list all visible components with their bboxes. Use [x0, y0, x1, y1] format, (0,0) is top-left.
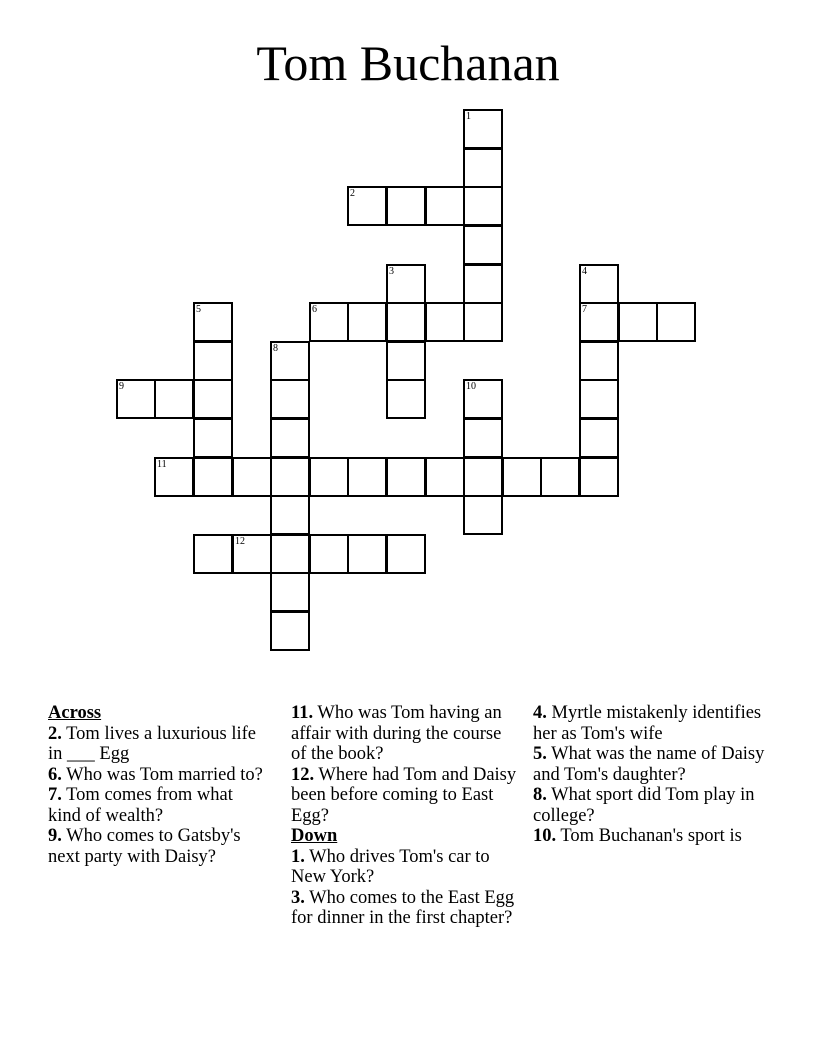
grid-cell[interactable]	[270, 611, 310, 651]
clue-number: 11.	[291, 703, 314, 723]
grid-cell[interactable]	[463, 457, 503, 497]
grid-cell[interactable]	[347, 534, 387, 574]
grid-cell[interactable]	[579, 379, 619, 419]
clue-number: 3.	[291, 887, 305, 908]
grid-cell[interactable]	[540, 457, 580, 497]
clue-down-8	[533, 785, 773, 826]
clue-across-6	[48, 765, 270, 786]
clue-down-1	[291, 847, 519, 888]
grid-cell[interactable]	[270, 495, 310, 535]
clue-number: 12.	[291, 764, 315, 785]
clue-number: 4.	[533, 703, 547, 723]
grid-cell[interactable]	[579, 457, 619, 497]
grid-cell[interactable]	[425, 186, 465, 226]
grid-cell[interactable]	[347, 457, 387, 497]
grid-cell[interactable]	[154, 379, 194, 419]
cell-number: 7	[582, 304, 587, 315]
cell-number: 8	[273, 343, 278, 354]
grid-cell[interactable]	[270, 341, 310, 381]
clue-across-2	[48, 724, 270, 765]
cell-number: 1	[466, 111, 471, 122]
clue-down-10	[533, 826, 773, 847]
grid-cell[interactable]	[309, 302, 349, 342]
grid-cell[interactable]	[347, 302, 387, 342]
grid-cell[interactable]	[579, 264, 619, 304]
grid-cell[interactable]	[270, 457, 310, 497]
cell-number: 11	[157, 459, 167, 470]
grid-cell[interactable]	[579, 418, 619, 458]
clue-column-2	[291, 703, 519, 929]
clue-across-7	[48, 785, 270, 826]
grid-cell[interactable]	[154, 457, 194, 497]
grid-cell[interactable]	[463, 264, 503, 304]
grid-cell[interactable]	[463, 302, 503, 342]
clue-text: Who comes to the East Egg for dinner in the first chapter?	[291, 887, 515, 928]
grid-cell[interactable]	[232, 457, 272, 497]
clue-text: What was the name of Daisy and Tom's daughter?	[533, 744, 765, 785]
clue-text: Tom Buchanan's sport is	[560, 826, 742, 846]
clue-text: Tom lives a luxurious life in ___ Egg	[48, 723, 257, 764]
grid-cell[interactable]	[193, 379, 233, 419]
cell-number: 4	[582, 266, 587, 277]
grid-cell[interactable]	[386, 379, 426, 419]
grid-cell[interactable]	[386, 264, 426, 304]
grid-cell[interactable]	[618, 302, 658, 342]
grid-cell[interactable]	[193, 418, 233, 458]
grid-cell[interactable]	[347, 186, 387, 226]
page-title: Tom Buchanan	[256, 35, 560, 91]
grid-cell[interactable]	[386, 534, 426, 574]
across-heading: Across	[48, 703, 102, 723]
grid-cell[interactable]	[425, 457, 465, 497]
grid-cell[interactable]	[386, 341, 426, 381]
clue-text: Who was Tom married to?	[66, 764, 263, 785]
clue-text: Where had Tom and Daisy been before coming to East Egg?	[291, 764, 517, 826]
cell-number: 5	[196, 304, 201, 315]
clue-across-12	[291, 765, 519, 827]
grid-cell[interactable]	[386, 302, 426, 342]
cell-number: 3	[389, 266, 394, 277]
clue-number: 5.	[533, 744, 547, 764]
grid-cell[interactable]	[270, 572, 310, 612]
cell-number: 9	[119, 381, 124, 392]
grid-cell[interactable]	[193, 457, 233, 497]
grid-cell[interactable]	[386, 457, 426, 497]
grid-cell[interactable]	[502, 457, 542, 497]
clue-number: 1.	[291, 846, 305, 867]
grid-cell[interactable]	[463, 418, 503, 458]
clue-column-1	[48, 703, 270, 867]
clue-number: 6.	[48, 764, 62, 785]
grid-cell[interactable]	[193, 302, 233, 342]
cell-number: 6	[312, 304, 317, 315]
grid-cell[interactable]	[463, 225, 503, 265]
clue-text: Who comes to Gatsby's next party with Daisy?	[48, 826, 241, 867]
grid-cell[interactable]	[386, 186, 426, 226]
grid-cell[interactable]	[463, 495, 503, 535]
clue-column-3	[533, 703, 773, 847]
grid-cell[interactable]	[425, 302, 465, 342]
grid-cell[interactable]	[463, 186, 503, 226]
grid-cell[interactable]	[232, 534, 272, 574]
grid-cell[interactable]	[579, 302, 619, 342]
grid-cell[interactable]	[309, 457, 349, 497]
grid-cell[interactable]	[193, 341, 233, 381]
clue-text: Tom comes from what kind of wealth?	[48, 785, 233, 826]
clue-number: 8.	[533, 785, 547, 805]
clue-down-4	[533, 703, 773, 744]
clue-down-3	[291, 888, 519, 929]
clue-number: 9.	[48, 826, 62, 846]
grid-cell[interactable]	[270, 418, 310, 458]
clue-text: Who was Tom having an affair with during the course of the book?	[291, 703, 502, 764]
grid-cell[interactable]	[309, 534, 349, 574]
clue-text: Who drives Tom's car to New York?	[291, 846, 490, 887]
grid-cell[interactable]	[116, 379, 156, 419]
down-heading: Down	[291, 826, 338, 846]
clue-across-11	[291, 703, 519, 765]
grid-cell[interactable]	[270, 534, 310, 574]
clue-down-5	[533, 744, 773, 785]
cell-number: 2	[350, 188, 355, 199]
grid-cell[interactable]	[193, 534, 233, 574]
clue-number: 7.	[48, 785, 62, 805]
grid-cell[interactable]	[270, 379, 310, 419]
clue-number: 10.	[533, 826, 557, 846]
cell-number: 12	[235, 536, 245, 547]
cell-number: 10	[466, 381, 476, 392]
grid-cell[interactable]	[656, 302, 696, 342]
clue-text: What sport did Tom play in college?	[533, 785, 755, 826]
grid-cell[interactable]	[579, 341, 619, 381]
grid-cell[interactable]	[463, 109, 503, 149]
grid-cell[interactable]	[463, 379, 503, 419]
clue-number: 2.	[48, 723, 62, 744]
clue-text: Myrtle mistakenly identifies her as Tom's wife	[533, 703, 762, 744]
grid-cell[interactable]	[463, 148, 503, 188]
clue-across-9	[48, 826, 270, 867]
